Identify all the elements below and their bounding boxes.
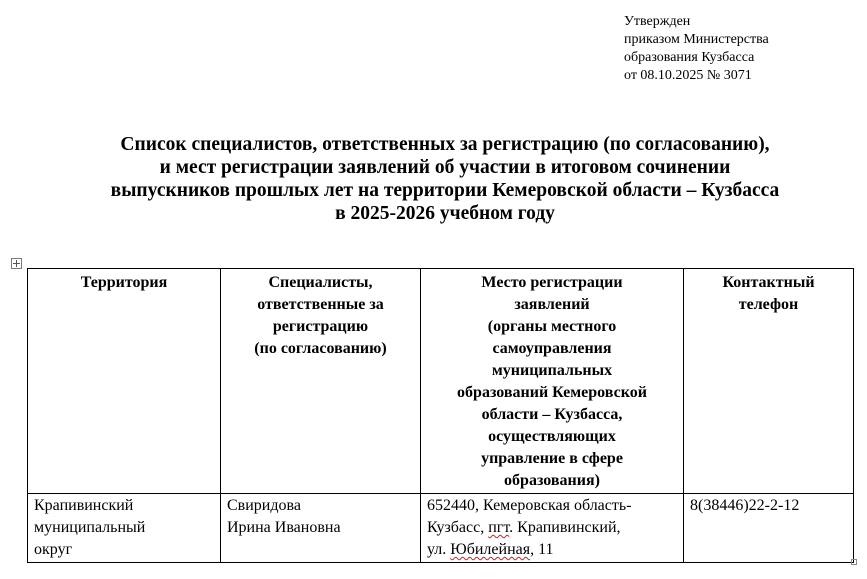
header-line: муниципальных [491,362,613,379]
table-move-handle-icon[interactable] [11,258,22,269]
approval-line: от 08.10.2025 № 3071 [624,68,752,83]
cell-specialist[interactable] [221,494,421,563]
document-title [40,133,850,225]
header-line: Контактный [722,274,815,291]
header-specialists[interactable] [221,269,421,494]
approval-line: образования Кузбасса [624,50,755,65]
table-resize-handle-icon[interactable] [851,559,857,565]
text-run: , 11 [530,541,554,558]
header-line: осуществляющих [488,428,616,445]
cell-line [427,517,677,539]
header-line: заявлений [514,296,590,313]
cell-phone[interactable] [684,494,854,563]
header-place[interactable] [421,269,684,494]
approval-stamp [624,13,769,85]
header-line: регистрацию [272,318,369,335]
header-territory[interactable] [28,269,221,494]
header-line: Специалисты, [268,274,373,291]
header-line: (органы местного [487,318,617,335]
header-line: телефон [738,296,799,313]
header-phone[interactable] [684,269,854,494]
text-run: Кузбасс, [427,519,489,536]
cell-line: 8(38446)22-2-12 [690,497,800,514]
table-row [28,494,854,563]
header-line: (по согласованию) [254,340,387,357]
text-run: . Крапивинский, [509,519,621,536]
header-line: области – Кузбасса, [481,406,623,423]
text-run: ул. [427,541,451,558]
cell-place[interactable] [421,494,684,563]
header-line: образования) [504,472,600,489]
header-line: Место регистрации [481,274,623,291]
spellcheck-word: пгт [488,519,510,536]
header-line: ответственные за [257,296,384,313]
header-line: управление в сфере [481,450,623,467]
cell-line [427,539,677,561]
cell-line: округ [34,541,73,558]
approval-line: приказом Министерства [624,32,769,47]
specialists-table [27,268,854,563]
cell-line: Крапивинский [34,497,134,514]
header-line: образований Кемеровской [457,384,647,401]
title-line: и мест регистрации заявлений об участии в итоговом сочинении [159,157,731,178]
title-line: выпускников прошлых лет на территории Кемеровской области – Кузбасса [110,180,780,201]
cell-territory[interactable] [28,494,221,563]
cell-line: муниципальный [34,519,146,536]
cell-line: Свиридова [227,497,301,514]
header-line: Территория [80,274,168,291]
title-line: в 2025-2026 учебном году [335,203,555,224]
table-header-row [28,269,854,494]
cell-line: Ирина Ивановна [227,519,341,536]
approval-line: Утвержден [624,14,691,29]
title-line: Список специалистов, ответственных за регистрацию (по согласованию), [120,134,770,155]
header-line: самоуправления [492,340,612,357]
cell-line: 652440, Кемеровская область- [427,497,632,514]
spellcheck-word: Юбилейная [450,541,531,558]
